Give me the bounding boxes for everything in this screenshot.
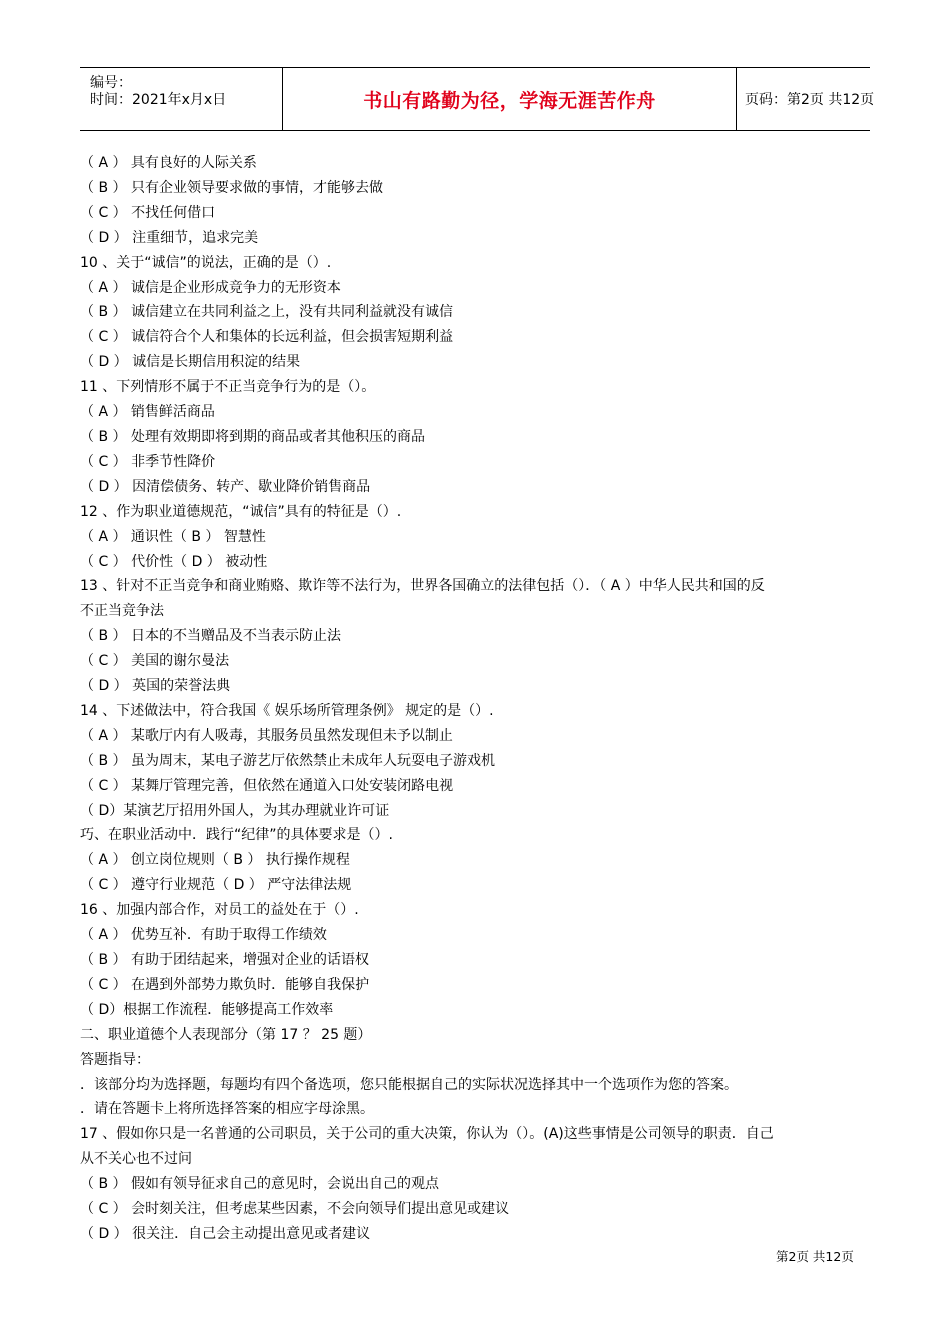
text-line: 从不关心也不过问: [80, 1151, 192, 1168]
text-line: 14 、下述做法中，符合我国《 娱乐场所管理条例》 规定的是（）.: [80, 702, 494, 719]
document-number-label: 编号：: [90, 75, 132, 91]
text-line: 16 、加强内部合作，对员工的益处在于（）.: [80, 902, 359, 919]
text-line: 答题指导：: [80, 1051, 150, 1068]
text-line: （ C ） 不找任何借口: [80, 204, 216, 221]
text-line: （ A ） 优势互补．有助于取得工作绩效: [80, 927, 327, 944]
text-line: （ D ） 很关注．自己会主动提出意见或者建议: [80, 1225, 371, 1242]
text-line: 10 、关于“诚信”的说法，正确的是（）.: [80, 254, 332, 271]
text-line: 12 、作为职业道德规范，“诚信”具有的特征是（）.: [80, 503, 402, 520]
footer-page-number: 第2页 共12页: [776, 1249, 854, 1264]
text-line: 不正当竞争法: [80, 603, 164, 620]
text-line: （ D ） 英国的荣誉法典: [80, 678, 231, 695]
text-line: （ D ） 注重细节，追求完美: [80, 229, 259, 246]
text-line: 二、职业道德个人表现部分（第 17 ？ 25 题）: [80, 1026, 372, 1043]
text-line: （ A ） 某歌厅内有人吸毒，其服务员虽然发现但未予以制止: [80, 727, 453, 744]
text-line: （ A ） 通识性（ B ） 智慧性: [80, 528, 266, 545]
text-line: （ B ） 有助于团结起来，增强对企业的话语权: [80, 952, 369, 968]
text-line: （ A ） 销售鲜活商品: [80, 404, 215, 421]
document-time-label: 时间：2021年x月x日: [90, 92, 227, 108]
text-line: （ D）根据工作流程．能够提高工作效率: [80, 1001, 334, 1018]
text-line: （ B ） 假如有领导征求自己的意见时，会说出自己的观点: [80, 1176, 439, 1193]
text-line: （ B ） 虽为周末，某电子游艺厅依然禁止未成年人玩耍电子游戏机: [80, 752, 495, 769]
text-line: （ D ） 诚信是长期信用积淀的结果: [80, 354, 301, 371]
text-line: （ D）某演艺厅招用外国人，为其办理就业许可证: [80, 802, 390, 819]
header-page-number: 页码：第2页 共12页: [745, 92, 875, 108]
text-line: （ B ） 诚信建立在共同利益之上，没有共同利益就没有诚信: [80, 304, 453, 321]
text-line: （ C ） 在遇到外部势力欺负时．能够自我保护: [80, 976, 370, 993]
text-line: （ A ） 创立岗位规则（ B ） 执行操作规程: [80, 852, 350, 869]
text-line: （ B ） 日本的不当赠品及不当表示防止法: [80, 628, 341, 645]
text-line: ．该部分均为选择题，每题均有四个备选项，您只能根据自己的实际状况选择其中一个选项作为您的答案。: [80, 1076, 738, 1093]
text-line: （ C ） 代价性（ D ） 被动性: [80, 553, 268, 570]
text-line: 17 、假如你只是一名普通的公司职员，关于公司的重大决策，你认为（）。(A)这些事情是公司领导的职责．自己: [80, 1126, 774, 1143]
header-info-cell: [80, 68, 282, 130]
text-line: 11 、下列情形不属于不正当竞争行为的是（）。: [80, 379, 376, 396]
text-line: ．请在答题卡上将所选择答案的相应字母涂黑。: [80, 1101, 374, 1118]
text-line: 13 、针对不正当竞争和商业贿赂、欺诈等不法行为，世界各国确立的法律包括（）．（ A ）中华人民共和国的反: [80, 578, 765, 595]
header-motto: 书山有路勤为径，学海无涯苦作舟: [363, 89, 656, 112]
text-line: （ B ） 只有企业领导要求做的事情，才能够去做: [80, 179, 383, 196]
text-line: （ C ） 非季节性降价: [80, 453, 216, 470]
header-motto-cell: [282, 68, 737, 130]
text-line: （ A ） 诚信是企业形成竞争力的无形资本: [80, 279, 341, 296]
document-body: [80, 151, 880, 1247]
text-line: （ C ） 美国的谢尔曼法: [80, 653, 230, 670]
header-page-cell: [736, 68, 879, 130]
text-line: （ D ） 因清偿债务、转产、歇业降价销售商品: [80, 478, 371, 495]
text-line: 巧、在职业活动中．践行“纪律”的具体要求是（）.: [80, 827, 393, 844]
text-line: （ C ） 诚信符合个人和集体的长远利益，但会损害短期利益: [80, 329, 454, 346]
text-line: （ C ） 遵守行业规范（ D ） 严守法律法规: [80, 877, 352, 894]
page-header: [80, 67, 875, 131]
text-line: （ B ） 处理有效期即将到期的商品或者其他积压的商品: [80, 428, 425, 445]
text-line: （ C ） 某舞厅管理完善，但依然在通道入口处安装闭路电视: [80, 777, 454, 794]
text-line: （ C ） 会时刻关注，但考虑某些因素，不会向领导们提出意见或建议: [80, 1201, 510, 1218]
text-line: （ A ） 具有良好的人际关系: [80, 155, 257, 171]
